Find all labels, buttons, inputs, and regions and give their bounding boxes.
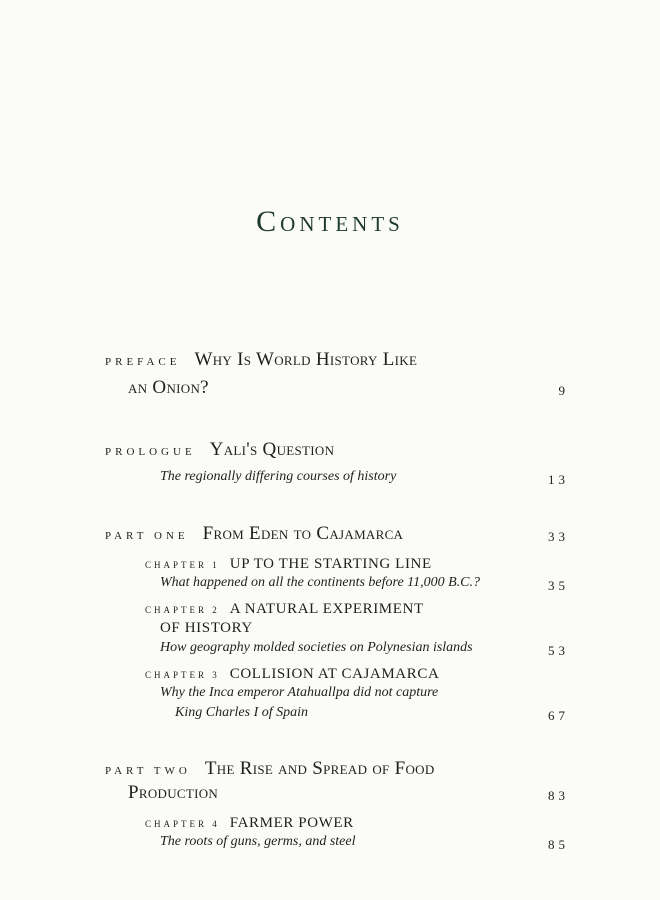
part-one-title: From Eden to Cajamarca <box>202 523 404 544</box>
chapter-3-label: CHAPTER 3 <box>145 670 220 680</box>
chapter-2-subtitle: How geography molded societies on Polynesian islands <box>160 640 473 655</box>
part-one-label: PART ONE <box>105 530 189 542</box>
chapter-1-page: 35 <box>548 578 569 593</box>
chapter-2-title-line1: A NATURAL EXPERIMENT <box>229 601 424 617</box>
chapter-3-subtitle-line2: King Charles I of Spain <box>175 705 309 720</box>
preface-title-line2: an Onion? <box>128 377 209 398</box>
part-two-title-line1: The Rise and Spread of Food <box>204 758 435 779</box>
chapter-2-entry <box>145 600 424 618</box>
part-one-page: 33 <box>548 529 569 544</box>
preface-entry <box>105 349 417 371</box>
prologue-title: Yali's Question <box>209 439 335 460</box>
part-two-page: 83 <box>548 788 569 803</box>
preface-page: 9 <box>558 383 569 398</box>
chapter-3-title: COLLISION AT CAJAMARCA <box>229 666 440 682</box>
preface-label: PREFACE <box>105 356 181 368</box>
part-two-label: PART TWO <box>105 765 191 777</box>
preface-title-line1: Why Is World History Like <box>194 349 418 370</box>
chapter-1-label: CHAPTER 1 <box>145 560 220 570</box>
chapter-3-entry <box>145 665 439 683</box>
chapter-1-subtitle: What happened on all the continents before 11,000 B.C.? <box>160 575 481 590</box>
chapter-1-title: UP TO THE STARTING LINE <box>229 556 432 572</box>
chapter-4-title: FARMER POWER <box>229 815 354 831</box>
chapter-4-entry <box>145 814 354 832</box>
part-two-entry <box>105 758 435 780</box>
chapter-1-entry <box>145 555 432 573</box>
prologue-page: 13 <box>548 472 569 487</box>
prologue-label: PROLOGUE <box>105 446 196 458</box>
page-title: Contents <box>256 205 404 238</box>
chapter-2-label: CHAPTER 2 <box>145 605 220 615</box>
chapter-2-page: 53 <box>548 643 569 658</box>
prologue-subtitle: The regionally differing courses of history <box>160 469 397 484</box>
chapter-4-label: CHAPTER 4 <box>145 819 220 829</box>
chapter-2-title-line2: OF HISTORY <box>160 620 253 636</box>
part-one-entry <box>105 523 403 545</box>
prologue-entry <box>105 439 334 461</box>
chapter-4-subtitle: The roots of guns, germs, and steel <box>160 834 356 849</box>
chapter-4-page: 85 <box>548 837 569 852</box>
chapter-3-page: 67 <box>548 708 569 723</box>
chapter-3-subtitle-line1: Why the Inca emperor Atahuallpa did not capture <box>160 685 439 700</box>
part-two-title-line2: Production <box>128 782 219 803</box>
